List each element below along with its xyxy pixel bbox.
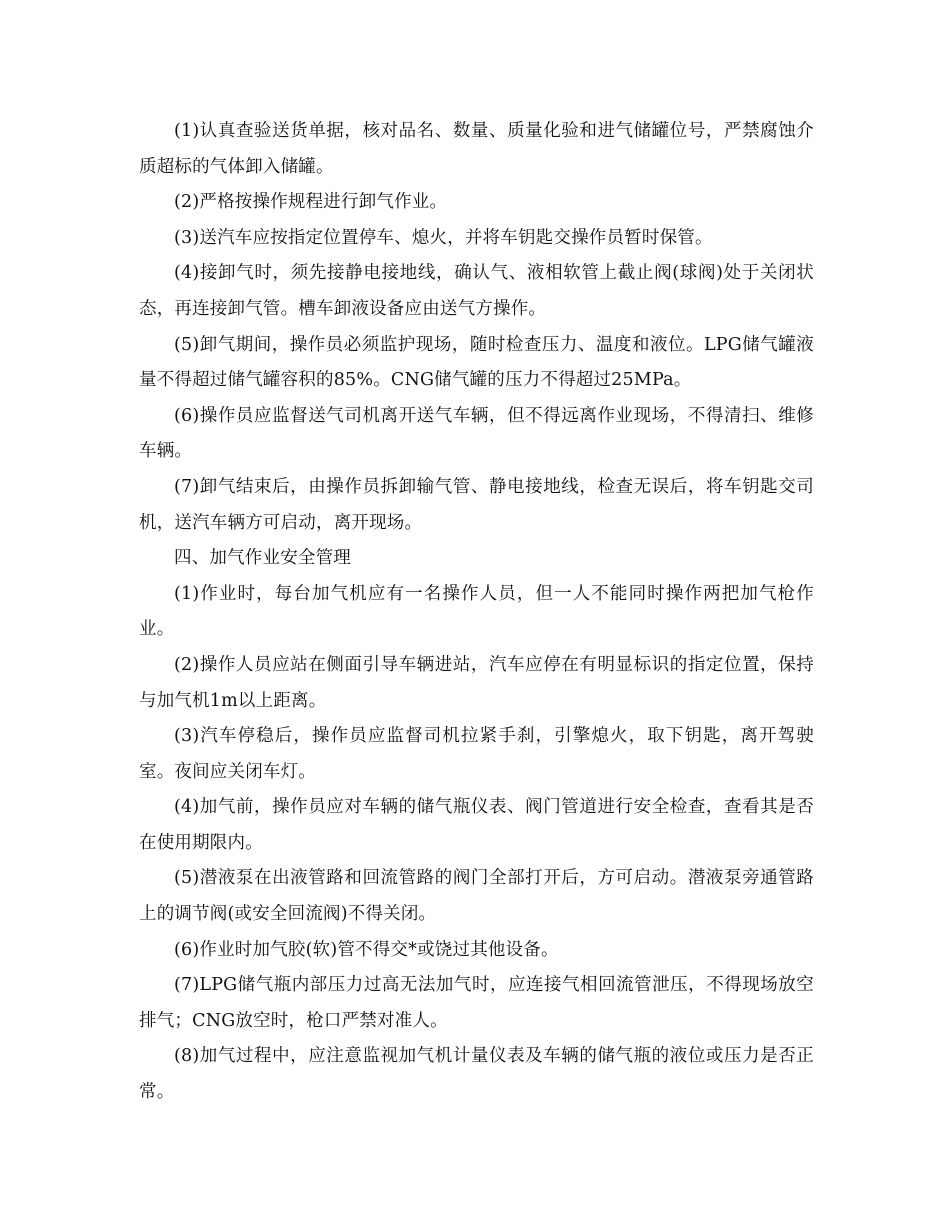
paragraph-unload-3: (3)送汽车应按指定位置停车、熄火，并将车钥匙交操作员暂时保管。 (174, 227, 713, 248)
paragraph-refuel-3: (3)汽车停稳后，操作员应监督司机拉紧手刹，引擎熄火，取下钥匙，离开驾驶室。夜间应关闭车灯。 (139, 726, 814, 782)
paragraph-refuel-4: (4)加气前，操作员应对车辆的储气瓶仪表、阀门管道进行安全检查，查看其是否在使用期限内。 (139, 797, 814, 853)
document-body (139, 114, 814, 1111)
paragraph-unload-7: (7)卸气结束后，由操作员拆卸输气管、静电接地线，检查无误后，将车钥匙交司机，送汽车辆方可启动，离开现场。 (139, 476, 814, 533)
paragraph-unload-2: (2)严格按操作规程进行卸气作业。 (174, 192, 448, 213)
paragraph-unload-4: (4)接卸气时，须先接静电接地线，确认气、液相软管上截止阀(球阀)处于关闭状态，再连接卸气管。槽车卸液设备应由送气方操作。 (139, 263, 814, 319)
paragraph-unload-6: (6)操作员应监督送气司机离开送气车辆，但不得远离作业现场，不得清扫、维修车辆。 (139, 405, 814, 462)
paragraph-unload-5: (5)卸气期间，操作员必须监护现场，随时检查压力、温度和液位。LPG储气罐液量不得超过储气罐容积的85%。CNG储气罐的压力不得超过25MPa。 (139, 334, 814, 391)
paragraph-refuel-7: (7)LPG储气瓶内部压力过高无法加气时，应连接气相回流管泄压，不得现场放空排气；CNG放空时，枪口严禁对准人。 (139, 975, 814, 1031)
paragraph-refuel-1: (1)作业时，每台加气机应有一名操作人员，但一人不能同时操作两把加气枪作业。 (139, 583, 814, 640)
section-heading: 四、加气作业安全管理 (174, 548, 351, 569)
paragraph-refuel-8: (8)加气过程中，应注意监视加气机计量仪表及车辆的储气瓶的液位或压力是否正常。 (139, 1046, 814, 1103)
paragraph-unload-1: (1)认真查验送货单据，核对品名、数量、质量化验和进气储罐位号，严禁腐蚀介质超标的气体卸入储罐。 (139, 121, 814, 177)
paragraph-refuel-6: (6)作业时加气胶(软)管不得交*或饶过其他设备。 (174, 939, 559, 960)
paragraph-refuel-2: (2)操作人员应站在侧面引导车辆进站，汽车应停在有明显标识的指定位置，保持与加气机1m以上距离。 (139, 654, 814, 711)
paragraph-refuel-5: (5)潜液泵在出液管路和回流管路的阀门全部打开后，方可启动。潜液泵旁通管路上的调节阀(或安全回流阀)不得关闭。 (139, 868, 814, 925)
